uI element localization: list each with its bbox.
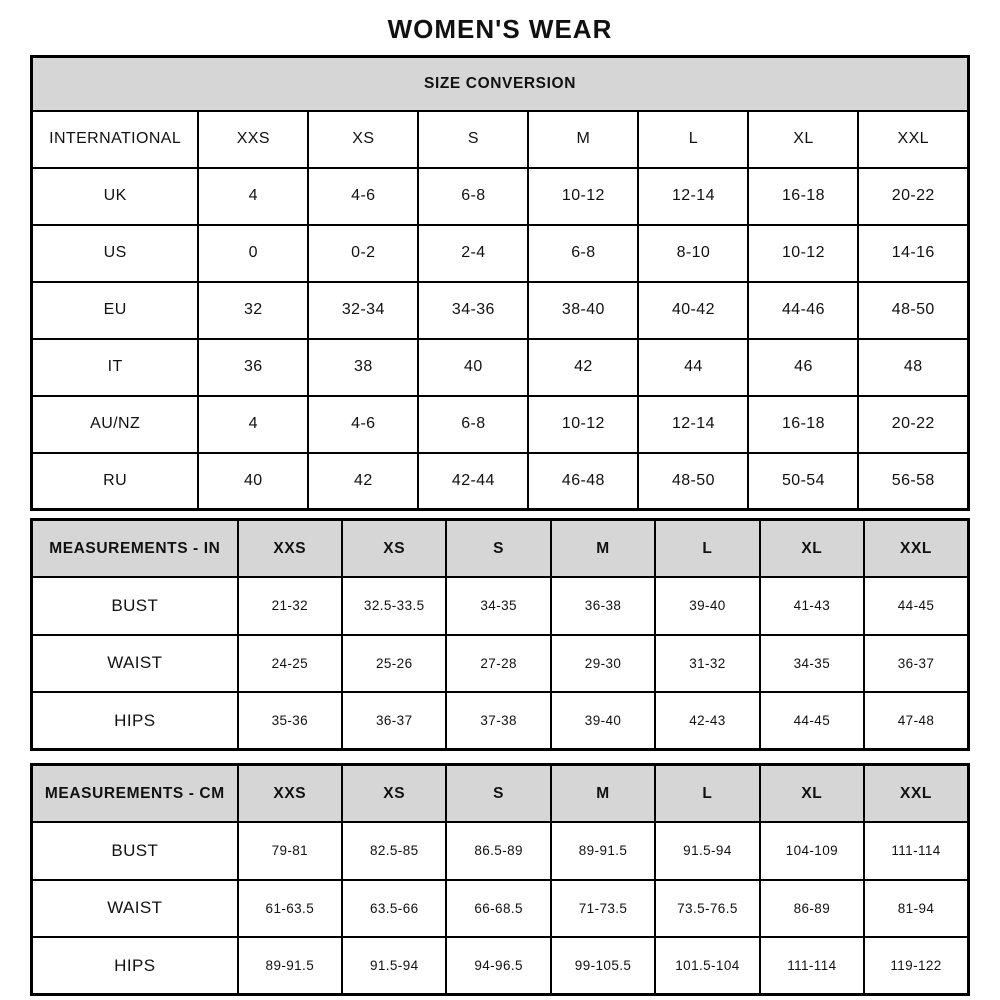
- cell-value: 4-6: [308, 168, 418, 225]
- cell-value: 39-40: [655, 577, 759, 635]
- cell-value: 4-6: [308, 396, 418, 453]
- cell-value: 99-105.5: [551, 937, 655, 995]
- cell-value: 10-12: [528, 168, 638, 225]
- table-title-row: [32, 57, 969, 111]
- cell-value: 4: [198, 396, 308, 453]
- row-label: INTERNATIONAL: [32, 111, 199, 168]
- cell-value: 81-94: [864, 880, 968, 938]
- row-label: WAIST: [32, 880, 238, 938]
- cell-value: 89-91.5: [238, 937, 342, 995]
- cell-value: 35-36: [238, 692, 342, 750]
- cell-value: 34-36: [418, 282, 528, 339]
- cell-value: 48: [858, 339, 968, 396]
- row-label: EU: [32, 282, 199, 339]
- table-row: [32, 577, 969, 635]
- cell-value: 27-28: [446, 635, 550, 693]
- cell-value: 104-109: [760, 822, 864, 880]
- row-label: HIPS: [32, 937, 238, 995]
- cell-value: 42-44: [418, 453, 528, 510]
- cell-value: L: [638, 111, 748, 168]
- cell-value: 29-30: [551, 635, 655, 693]
- table-row: [32, 111, 969, 168]
- cell-value: 24-25: [238, 635, 342, 693]
- cell-value: 14-16: [858, 225, 968, 282]
- table-row: [32, 168, 969, 225]
- row-label: HIPS: [32, 692, 238, 750]
- table-row: [32, 339, 969, 396]
- cell-value: 73.5-76.5: [655, 880, 759, 938]
- cell-value: 42-43: [655, 692, 759, 750]
- cell-value: 89-91.5: [551, 822, 655, 880]
- table-row: [32, 396, 969, 453]
- cell-value: 48-50: [858, 282, 968, 339]
- cell-value: 32: [198, 282, 308, 339]
- table-row: [32, 937, 969, 995]
- table-row: [32, 765, 969, 823]
- cell-value: 42: [528, 339, 638, 396]
- cell-value: 36: [198, 339, 308, 396]
- table-row: [32, 520, 969, 578]
- cell-value: 34-35: [446, 577, 550, 635]
- cell-value: 82.5-85: [342, 822, 446, 880]
- row-label: UK: [32, 168, 199, 225]
- cell-value: 50-54: [748, 453, 858, 510]
- table-row: [32, 453, 969, 510]
- cell-value: 40: [198, 453, 308, 510]
- page-title: WOMEN'S WEAR: [387, 14, 613, 44]
- cell-value: 48-50: [638, 453, 748, 510]
- cell-value: XS: [342, 520, 446, 578]
- cell-value: 6-8: [418, 396, 528, 453]
- cell-value: 21-32: [238, 577, 342, 635]
- row-label: BUST: [32, 822, 238, 880]
- cell-value: 32-34: [308, 282, 418, 339]
- cell-value: 20-22: [858, 396, 968, 453]
- cell-value: 119-122: [864, 937, 968, 995]
- cell-value: S: [446, 520, 550, 578]
- cell-value: L: [655, 520, 759, 578]
- row-label: MEASUREMENTS - CM: [32, 765, 238, 823]
- cell-value: 46: [748, 339, 858, 396]
- cell-value: 36-38: [551, 577, 655, 635]
- cell-value: 16-18: [748, 396, 858, 453]
- cell-value: S: [446, 765, 550, 823]
- cell-value: 8-10: [638, 225, 748, 282]
- cell-value: 10-12: [748, 225, 858, 282]
- cell-value: 36-37: [342, 692, 446, 750]
- cell-value: 40: [418, 339, 528, 396]
- cell-value: 6-8: [418, 168, 528, 225]
- cell-value: XS: [342, 765, 446, 823]
- row-label: AU/NZ: [32, 396, 199, 453]
- cell-value: 36-37: [864, 635, 968, 693]
- cell-value: XXL: [864, 520, 968, 578]
- cell-value: M: [551, 520, 655, 578]
- cell-value: 12-14: [638, 396, 748, 453]
- measurements-cm-table: [30, 763, 970, 996]
- cell-value: 94-96.5: [446, 937, 550, 995]
- cell-value: XXL: [858, 111, 968, 168]
- cell-value: 41-43: [760, 577, 864, 635]
- cell-value: 66-68.5: [446, 880, 550, 938]
- cell-value: 16-18: [748, 168, 858, 225]
- cell-value: XXS: [238, 765, 342, 823]
- cell-value: 32.5-33.5: [342, 577, 446, 635]
- cell-value: 56-58: [858, 453, 968, 510]
- row-label: IT: [32, 339, 199, 396]
- cell-value: XXS: [238, 520, 342, 578]
- cell-value: 12-14: [638, 168, 748, 225]
- cell-value: 10-12: [528, 396, 638, 453]
- cell-value: M: [551, 765, 655, 823]
- row-label: BUST: [32, 577, 238, 635]
- cell-value: 47-48: [864, 692, 968, 750]
- table-row: [32, 880, 969, 938]
- cell-value: 61-63.5: [238, 880, 342, 938]
- cell-value: 0: [198, 225, 308, 282]
- cell-value: 0-2: [308, 225, 418, 282]
- cell-value: 38: [308, 339, 418, 396]
- cell-value: 38-40: [528, 282, 638, 339]
- cell-value: S: [418, 111, 528, 168]
- table-row: [32, 225, 969, 282]
- row-label: US: [32, 225, 199, 282]
- cell-value: 34-35: [760, 635, 864, 693]
- cell-value: XL: [748, 111, 858, 168]
- cell-value: 101.5-104: [655, 937, 759, 995]
- cell-value: 20-22: [858, 168, 968, 225]
- cell-value: 79-81: [238, 822, 342, 880]
- cell-value: 40-42: [638, 282, 748, 339]
- cell-value: 6-8: [528, 225, 638, 282]
- cell-value: 2-4: [418, 225, 528, 282]
- table-row: [32, 692, 969, 750]
- cell-value: XL: [760, 520, 864, 578]
- cell-value: 91.5-94: [655, 822, 759, 880]
- cell-value: 111-114: [864, 822, 968, 880]
- cell-value: 37-38: [446, 692, 550, 750]
- cell-value: 25-26: [342, 635, 446, 693]
- cell-value: 44-45: [864, 577, 968, 635]
- table-row: [32, 822, 969, 880]
- cell-value: 39-40: [551, 692, 655, 750]
- row-label: MEASUREMENTS - IN: [32, 520, 238, 578]
- cell-value: 44-46: [748, 282, 858, 339]
- cell-value: 63.5-66: [342, 880, 446, 938]
- cell-value: 42: [308, 453, 418, 510]
- size-conversion-title: SIZE CONVERSION: [32, 57, 969, 111]
- cell-value: 31-32: [655, 635, 759, 693]
- cell-value: 44-45: [760, 692, 864, 750]
- table-row: [32, 635, 969, 693]
- cell-value: 91.5-94: [342, 937, 446, 995]
- size-conversion-table: [30, 55, 970, 511]
- cell-value: XXL: [864, 765, 968, 823]
- cell-value: 111-114: [760, 937, 864, 995]
- measurements-in-table: [30, 518, 970, 751]
- table-row: [32, 282, 969, 339]
- row-label: WAIST: [32, 635, 238, 693]
- cell-value: L: [655, 765, 759, 823]
- row-label: RU: [32, 453, 199, 510]
- cell-value: XL: [760, 765, 864, 823]
- cell-value: 4: [198, 168, 308, 225]
- cell-value: 46-48: [528, 453, 638, 510]
- cell-value: 86-89: [760, 880, 864, 938]
- cell-value: XXS: [198, 111, 308, 168]
- cell-value: XS: [308, 111, 418, 168]
- cell-value: 86.5-89: [446, 822, 550, 880]
- cell-value: M: [528, 111, 638, 168]
- cell-value: 71-73.5: [551, 880, 655, 938]
- cell-value: 44: [638, 339, 748, 396]
